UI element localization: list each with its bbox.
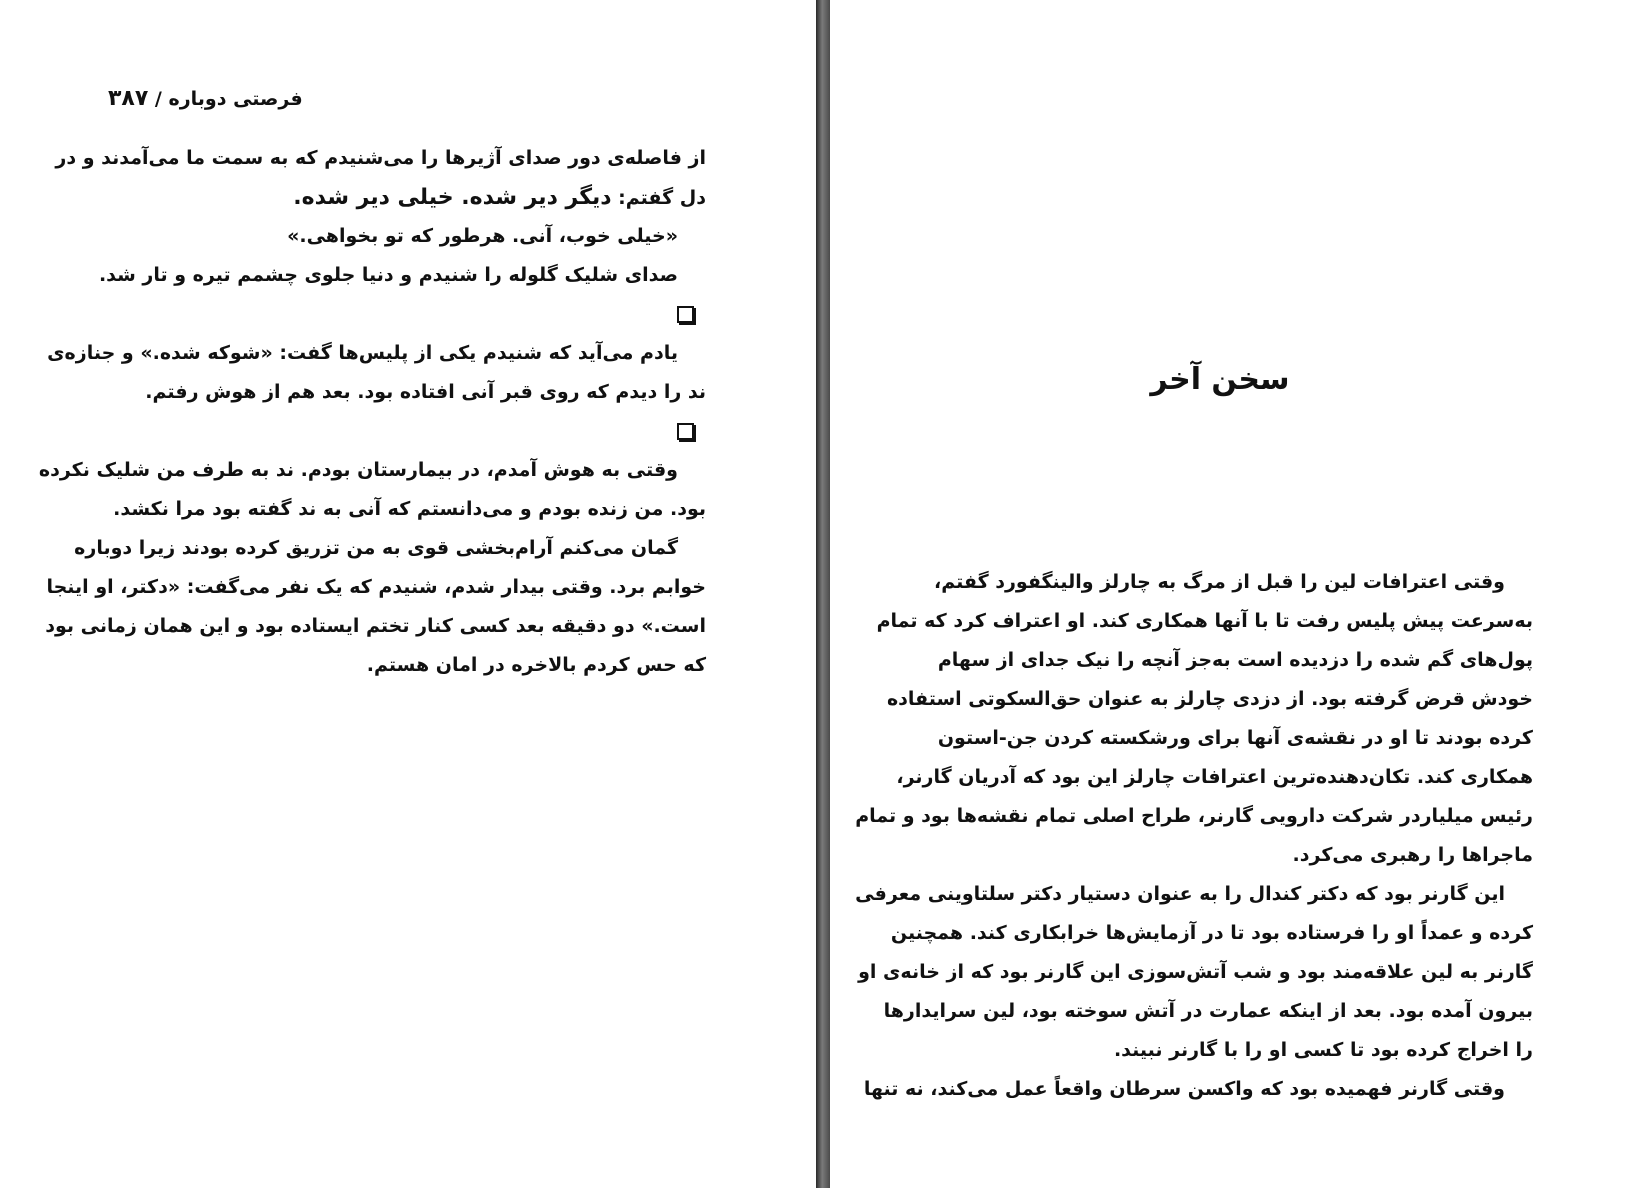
book-gutter <box>816 0 830 1188</box>
text-line: رئیس میلیاردر شرکت دارویی گارنر، طراح اصلی تمام نقشه‌ها بود و تمام <box>855 805 1533 827</box>
text-line: خوابم برد. وقتی بیدار شدم، شنیدم که یک نفر می‌گفت: «دکتر، او اینجا <box>46 576 706 598</box>
section-break-marker <box>108 295 706 334</box>
text-span: دل گفتم: <box>611 187 706 209</box>
text-line: گمان می‌کنم آرام‌بخشی قوی به من تزریق کرده بودند زیرا دوباره <box>74 537 678 559</box>
text-line: بود. من زنده بودم و می‌دانستم که آنی به ند گفته بود مرا نکشد. <box>113 498 706 520</box>
left-page-body <box>38 139 706 685</box>
text-line: که حس کردم بالاخره در امان هستم. <box>366 654 706 676</box>
page-number: ۳۸۷ <box>108 86 149 111</box>
section-break-marker <box>108 412 706 451</box>
running-header <box>108 86 303 111</box>
text-line: همکاری کند. تکان‌دهنده‌ترین اعترافات چارلز این بود که آدریان گارنر، <box>896 766 1533 788</box>
square-bullet-icon <box>677 423 694 440</box>
running-header-title: فرصتی دوباره / <box>154 88 303 110</box>
text-line: «خیلی خوب، آنی. هرطور که تو بخواهی.» <box>287 225 678 247</box>
text-line: است.» دو دقیقه بعد کسی کنار تختم ایستاده بود و این همان زمانی بود <box>45 615 706 637</box>
text-line: ند را دیدم که روی قبر آنی افتاده بود. بعد هم از هوش رفتم. <box>145 381 706 403</box>
text-line: به‌سرعت پیش پلیس رفت تا با آنها همکاری کند. او اعتراف کرد که تمام <box>876 610 1533 632</box>
text-line: وقتی به هوش آمدم، در بیمارستان بودم. ند به طرف من شلیک نکرده <box>38 459 678 481</box>
emphasized-thought: دیگر دیر شده. خیلی دیر شده. <box>293 185 612 210</box>
text-line: یادم می‌آید که شنیدم یکی از پلیس‌ها گفت: «شوکه شده.» و جنازه‌ی <box>47 342 678 364</box>
right-page-body <box>855 563 1533 1109</box>
text-line: را اخراج کرده بود تا کسی او را با گارنر نبیند. <box>1113 1039 1533 1061</box>
text-line: وقتی اعترافات لین را قبل از مرگ به چارلز والینگفورد گفتم، <box>934 571 1505 593</box>
text-line: ماجراها را رهبری می‌کرد. <box>1292 844 1533 866</box>
text-line: کرده بودند تا او در نقشه‌ی آنها برای ورشکسته کردن جن-استون <box>937 727 1533 749</box>
text-line: این گارنر بود که دکتر کندال را به عنوان دستیار دکتر سلتاوینی معرفی <box>855 883 1505 905</box>
text-line: وقتی گارنر فهمیده بود که واکسن سرطان واقعاً عمل می‌کند، نه تنها <box>863 1078 1505 1100</box>
chapter-title: سخن آخر <box>1150 362 1290 397</box>
text-line: بیرون آمده بود. بعد از اینکه عمارت در آتش سوخته بود، لین سرایدارها <box>883 1000 1533 1022</box>
text-line: گارنر به لین علاقه‌مند بود و شب آتش‌سوزی این گارنر بود که از خانه‌ی او <box>858 961 1533 983</box>
square-bullet-icon <box>677 306 694 323</box>
text-line: خودش قرض گرفته بود. از دزدی چارلز به عنوان حق‌السکوتی استفاده <box>886 688 1533 710</box>
text-line: از فاصله‌ی دور صدای آژیرها را می‌شنیدم که به سمت ما می‌آمدند و در <box>55 147 706 169</box>
text-line: کرده و عمداً او را فرستاده بود تا در آزمایش‌ها خرابکاری کند. همچنین <box>890 922 1533 944</box>
text-line: صدای شلیک گلوله را شنیدم و دنیا جلوی چشمم تیره و تار شد. <box>98 264 678 286</box>
text-line: پول‌های گم شده را دزدیده است به‌جز آنچه را نیک جدای از سهام <box>937 649 1533 671</box>
text-line <box>108 178 706 217</box>
